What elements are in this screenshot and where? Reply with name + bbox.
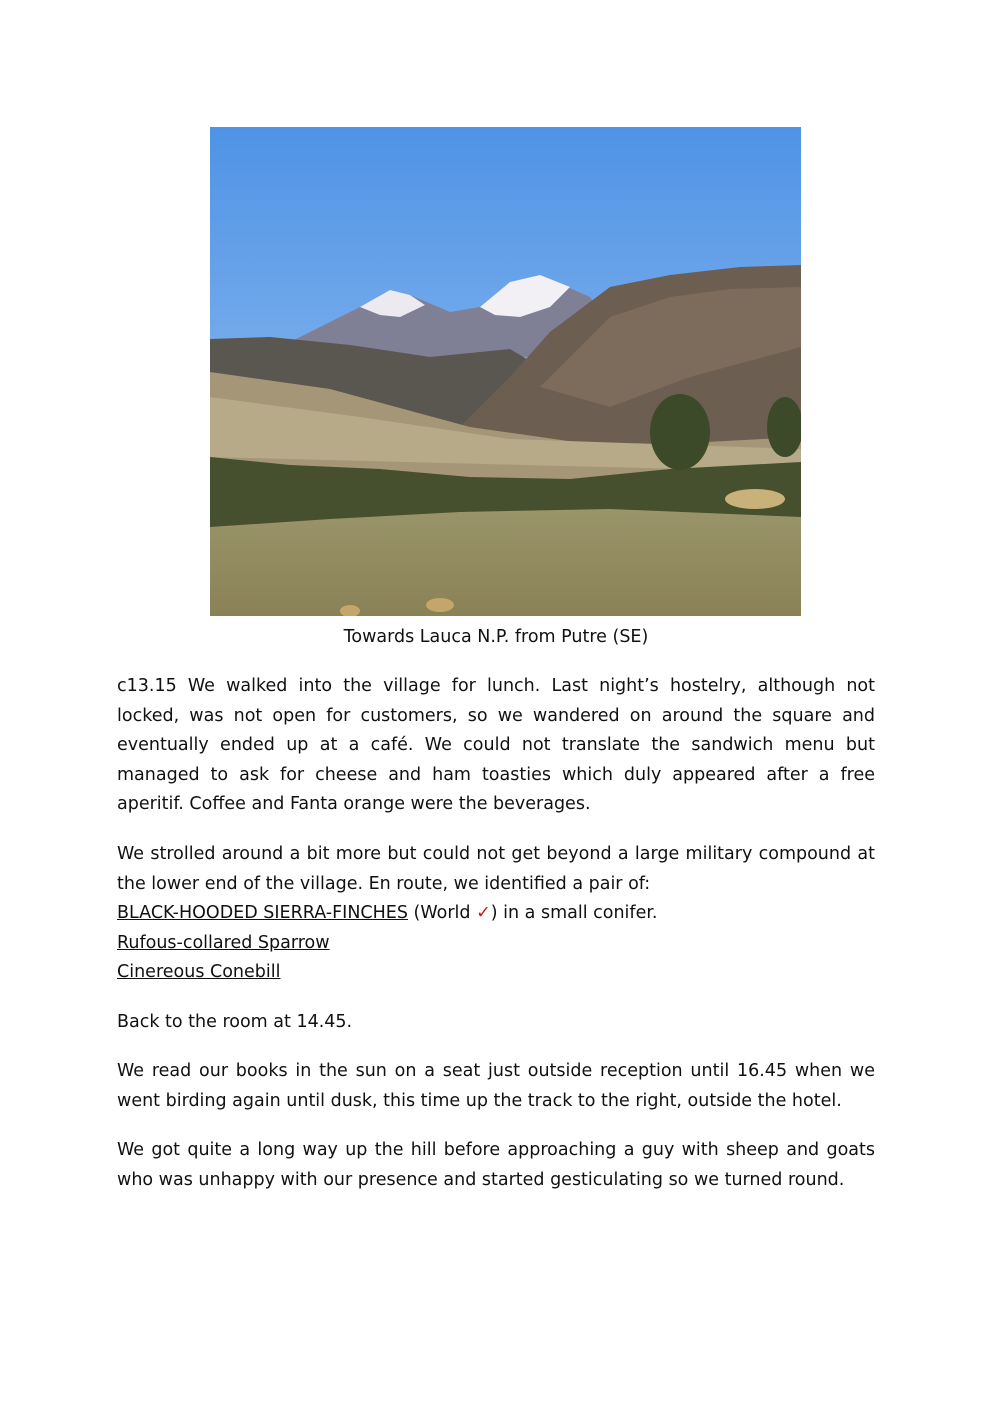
paragraph-stroll: [117, 840, 875, 988]
bird-line-3: [117, 958, 875, 988]
stroll-line-2: the lower end of the village. En route, we identified a pair of:: [117, 873, 651, 894]
paragraph-reading: We read our books in the sun on a seat just outside reception until 16.45 when we went birding again until dusk, this time up the track to the right, outside the hotel.: [117, 1061, 875, 1111]
bird-line-1: [117, 899, 875, 929]
bird-note-before: (World: [407, 903, 477, 923]
bird-name-conebill: Cinereous Conebill: [117, 962, 281, 982]
stroll-line-1: We strolled around a bit more but could not get beyond a large military compound at: [117, 844, 875, 864]
bird-note-after: ) in a small conifer.: [490, 903, 658, 923]
landscape-photo: [210, 127, 801, 616]
bird-name-sierra-finches: BLACK-HOODED SIERRA-FINCHES: [117, 903, 408, 923]
bird-line-2: [117, 929, 875, 959]
tick-icon: ✓: [476, 903, 491, 923]
photo-caption: Towards Lauca N.P. from Putre (SE): [343, 627, 649, 647]
paragraph-lunch: c13.15 We walked into the village for lunch. Last night’s hostelry, although not locked, was not open for customers, so we wandered on around the square and eventually ended up at a café. We could not translate the sandwich menu but managed to ask for cheese and ham toasties which duly appeared after a free aperitif. Coffee and Fanta orange were the beverages.: [117, 676, 875, 814]
paragraph-back-to-room: Back to the room at 14.45.: [117, 1012, 353, 1032]
bird-name-sparrow: Rufous-collared Sparrow: [117, 932, 330, 953]
paragraph-hill: We got quite a long way up the hill before approaching a guy with sheep and goats who was unhappy with our presence and started gesticulating so we turned round.: [117, 1140, 875, 1190]
